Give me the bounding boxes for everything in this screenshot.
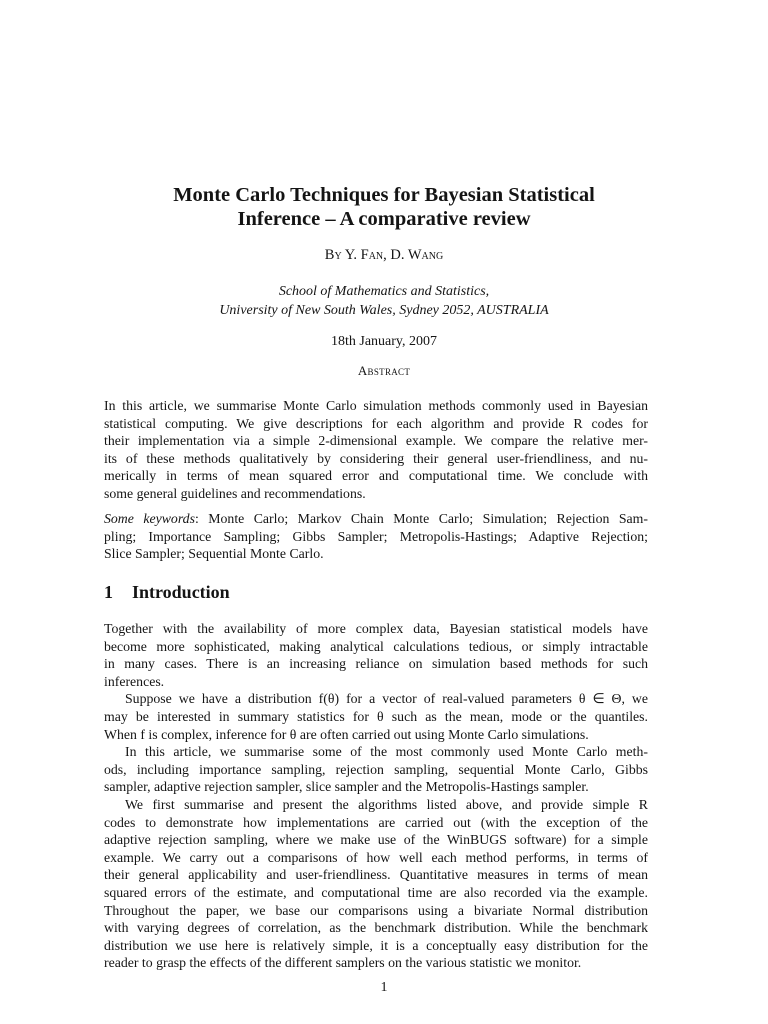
intro-line: sampler, adaptive rejection sampler, slice sampler and the Metropolis-Hastings sampler. xyxy=(104,779,589,795)
intro-line: example. We carry out a comparisons of how well each method performs, in terms of xyxy=(104,849,648,865)
intro-line: with varying degrees of correlation, as the benchmark distribution. While the benchmark xyxy=(104,920,648,936)
affiliation xyxy=(60,282,708,320)
intro-line: their general applicability and user-friendliness. Quantitative measures in terms of mean xyxy=(104,867,648,883)
intro-line: In this article, we summarise some of the most commonly used Monte Carlo meth- xyxy=(125,744,648,760)
intro-line: in many cases. There is an increasing reliance on simulation based methods for such xyxy=(104,656,648,672)
introduction-text xyxy=(104,620,648,972)
abstract-line: merically in terms of mean squared error and computational time. We conclude with xyxy=(104,468,648,484)
intro-line: distribution we use here is relatively simple, it is a conceptually easy distribution for the xyxy=(104,937,648,953)
title-line-2: Inference – A comparative review xyxy=(237,208,531,230)
intro-line: become more sophisticated, making analytical calculations tedious, or simply intractable xyxy=(104,638,648,654)
intro-line: reader to grasp the effects of the different samplers on the various statistic we monitor. xyxy=(104,955,582,971)
keywords-text: : Monte Carlo; Markov Chain Monte Carlo; Simulation; Rejection Sam- xyxy=(194,511,648,526)
title-line-1: Monte Carlo Techniques for Bayesian Statistical xyxy=(173,184,595,206)
date: 18th January, 2007 xyxy=(330,334,438,349)
keywords-label: Some keywords xyxy=(104,511,195,526)
intro-line: Together with the availability of more complex data, Bayesian statistical models have xyxy=(104,621,648,636)
intro-line: inferences. xyxy=(104,673,165,689)
section-heading xyxy=(104,582,230,603)
paper-title xyxy=(60,183,708,231)
intro-line: When f is complex, inference for θ are often carried out using Monte Carlo simulations. xyxy=(104,726,589,742)
intro-line: codes to demonstrate how implementations are carried out (with the exception of the xyxy=(104,814,648,830)
abstract-line: In this article, we summarise Monte Carlo simulation methods commonly used in Bayesian xyxy=(104,398,648,413)
page-number: 1 xyxy=(380,980,388,995)
abstract-line: their implementation via a simple 2-dimensional example. We compare the relative mer- xyxy=(104,433,648,449)
intro-line: Suppose we have a distribution f(θ) for a vector of real-valued parameters θ ∈ Θ, we xyxy=(125,691,648,707)
keywords-line: pling; Importance Sampling; Gibbs Sampler; Metropolis-Hastings; Adaptive Rejection; xyxy=(104,528,648,544)
intro-line: We first summarise and present the algorithms listed above, and provide simple R xyxy=(125,796,648,812)
abstract-line: some general guidelines and recommendations. xyxy=(104,485,366,501)
section-title: Introduction xyxy=(132,582,230,602)
abstract-line: statistical computing. We give descriptions for each algorithm and provide R codes for xyxy=(104,415,648,431)
abstract-text xyxy=(104,397,648,503)
abstract-heading: Abstract xyxy=(357,363,411,378)
intro-line: ods, including importance sampling, rejection sampling, sequential Monte Carlo, Gibbs xyxy=(104,761,648,777)
affiliation-line-1: School of Mathematics and Statistics, xyxy=(278,284,490,299)
keywords xyxy=(104,510,648,563)
intro-line: Throughout the paper, we base our comparisons using a bivariate Normal distribution xyxy=(104,902,648,918)
section-number: 1 xyxy=(104,582,113,602)
intro-line: may be interested in summary statistics for θ such as the mean, mode or the quantiles. xyxy=(104,708,648,724)
affiliation-line-2: University of New South Wales, Sydney 2052, AUSTRALIA xyxy=(219,303,549,318)
intro-line: squared errors of the estimate, and computational time are also recorded via the example. xyxy=(104,884,648,900)
intro-line: adaptive rejection sampling, where we make use of the WinBUGS software) for a simple xyxy=(104,832,648,848)
authors: By Y. Fan, D. Wang xyxy=(324,247,444,263)
keywords-line: Slice Sampler; Sequential Monte Carlo. xyxy=(104,546,324,562)
abstract-line: its of these methods qualitatively by considering their general user-friendliness, and nu- xyxy=(104,450,648,466)
keywords-line xyxy=(104,510,648,528)
